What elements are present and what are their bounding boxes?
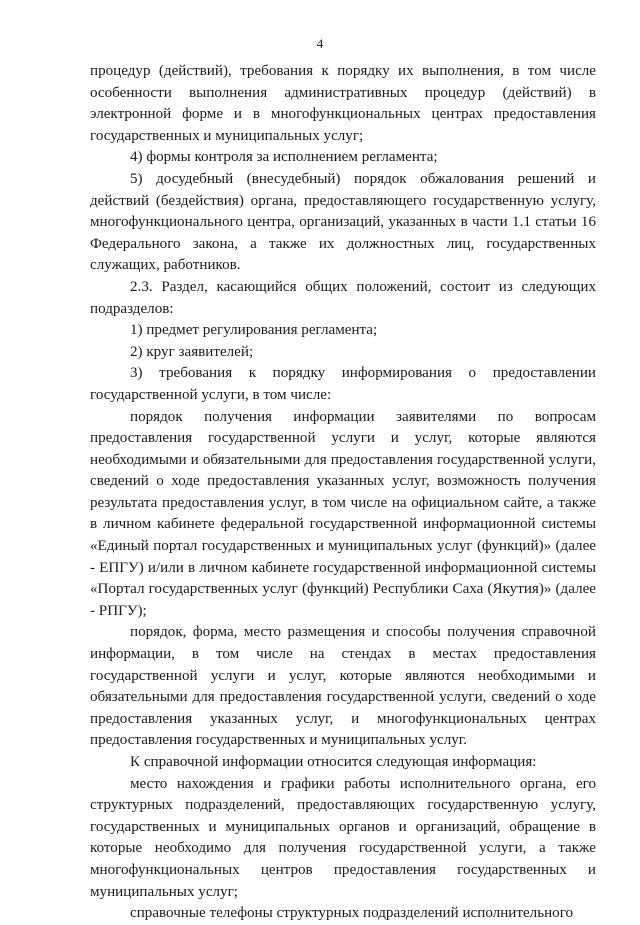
paragraph: 2.3. Раздел, касающийся общих положений, состоит из следующих подразделов: xyxy=(90,278,596,317)
paragraph: 5) досудебный (внесудебный) порядок обжалования решений и действий (бездействия) органа, предоставляющего государственную услугу, многофункционального центра, организаций, указанных в части 1.1 статьи 16 Федерального закона, а также их должностных лиц, государственных служащих, работников. xyxy=(90,170,596,274)
paragraph: порядок получения информации заявителями по вопросам предоставления государственной услуги и услуг, которые являются необходимыми и обязательными для предоставления государственной услуги, сведений о ходе предоставления указанных услуг, возможность получения результата предоставления услуг, в том числе на официальном сайте, а также в личном кабинете федеральной государственной информационной системы «Единый портал государственных и муниципальных услуг (функций)» (далее - ЕПГУ) и/или в личном кабинете государственной информационной системы «Портал государственных услуг (функций) Республики Саха (Якутия)» (далее - РПГУ); xyxy=(90,408,596,619)
paragraph: справочные телефоны структурных подразделений исполнительного xyxy=(130,905,574,922)
paragraph: порядок, форма, место размещения и способы получения справочной информации, в том числе на стендах в местах предоставления государственной услуги и услуг, которые являются необходимыми и обязательными для предоставления государственной услуги, сведений о ходе предоставления указанных услуг, и многофункциональных центрах предоставления государственных и муниципальных услуг. xyxy=(90,624,596,749)
paragraph: 2) круг заявителей; xyxy=(130,343,254,360)
paragraph: процедур (действий), требования к порядку их выполнения, в том числе особенности выполнения административных процедур (действий) в электронной форме и в многофункциональных центрах предоставления государственных и муниципальных услуг; xyxy=(90,63,596,144)
paragraph: 3) требования к порядку информирования о предоставлении государственной услуги, в том числе: xyxy=(90,365,596,403)
document-body xyxy=(90,61,596,925)
paragraph: место нахождения и графики работы исполнительного органа, его структурных подразделений, предоставляющих государственную услугу, государственных и муниципальных органов и организаций, обращение в которые необходимо для получения государственной услуги, а также многофункциональных центров предоставления государственных и муниципальных услуг; xyxy=(90,775,596,900)
paragraph: 1) предмет регулирования регламента; xyxy=(130,322,378,339)
paragraph: 4) формы контроля за исполнением регламента; xyxy=(130,149,438,166)
page-number: 4 xyxy=(316,36,324,51)
paragraph: К справочной информации относится следующая информация: xyxy=(130,754,537,770)
